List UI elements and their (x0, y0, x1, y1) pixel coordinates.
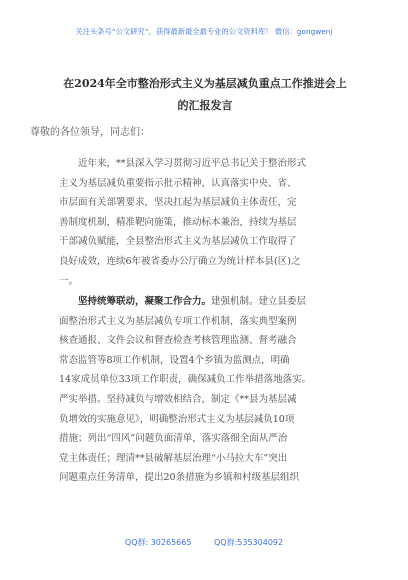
salutation: 尊敬的各位领导，同志们： (30, 127, 150, 138)
paragraph-line: 市层面有关部署要求，坚决扛起为基层减负主体责任，完 (59, 197, 297, 209)
paragraph-line: 党主体责任；理清**县破解基层治理“小马拉大车”突出 (59, 452, 288, 464)
paragraph-lead-line (59, 292, 363, 312)
paragraph-1 (59, 154, 363, 291)
footer (0, 537, 408, 548)
paragraph-line: 干部减负赋能，全县整治形式主义为基层减负工作取得了 (59, 236, 297, 248)
paragraph-line: 一。 (59, 275, 79, 287)
document-title-line1: 在2024年全市整治形式主义为基层减负重点工作推进会上 (63, 77, 347, 90)
paragraph-line: 良好成效，连续6年被省委办公厅确立为统计样本县(区)之 (59, 255, 301, 267)
paragraph-line: 负增效的实施意见》，明确整治形式主义为基层减负10项 (59, 413, 295, 425)
paragraph-line: 严实举措。坚持减负与增效相结合，制定《**县为基层减 (59, 393, 297, 405)
document-title-line2: 的汇报发言 (177, 99, 233, 112)
paragraph-line: 14家成员单位33项工作职责，确保减负工作举措落地落实。 (59, 374, 312, 386)
lead-text: 建强机制。建立县委层 (211, 296, 307, 307)
paragraph-line: 主义为基层减负重要指示批示精神，认真落实中央、省、 (59, 177, 297, 189)
paragraph-line: 核查通报、文件会议和督查检查考核管理监测、督考融合 (59, 335, 297, 347)
paragraph-line: 面整治形式主义为基层减负专项工作机制，落实典型案例 (59, 315, 297, 327)
paragraph-line: 措施；列出“四风”问题负面清单，落实落细全面从严治 (59, 433, 288, 445)
paragraph-line: 善制度机制，精准靶向施策，推动标本兼治，持续为基层 (59, 216, 297, 228)
header-note: 关注头条号“公文研究”，获得最新最全最专业的公文资料库！ 微信：gongwenj (75, 27, 333, 36)
paragraph-line: 问题重点任务清单，提出20条措施为乡镇和村级基层组织 (59, 472, 300, 484)
paragraph-line: 常态监管等8项工作机制，设置4个乡镇为监测点，明确 (59, 354, 290, 366)
footer-qq-group-2: QQ群:535304092 (214, 538, 284, 547)
footer-qq-group-1: QQ群: 30265665 (124, 538, 192, 547)
paragraph-line: 近年来，**县深入学习贯彻习近平总书记关于整治形式 (78, 158, 307, 169)
paragraph-2 (59, 292, 363, 488)
section-heading: 坚持统筹联动，凝聚工作合力。 (78, 296, 212, 307)
